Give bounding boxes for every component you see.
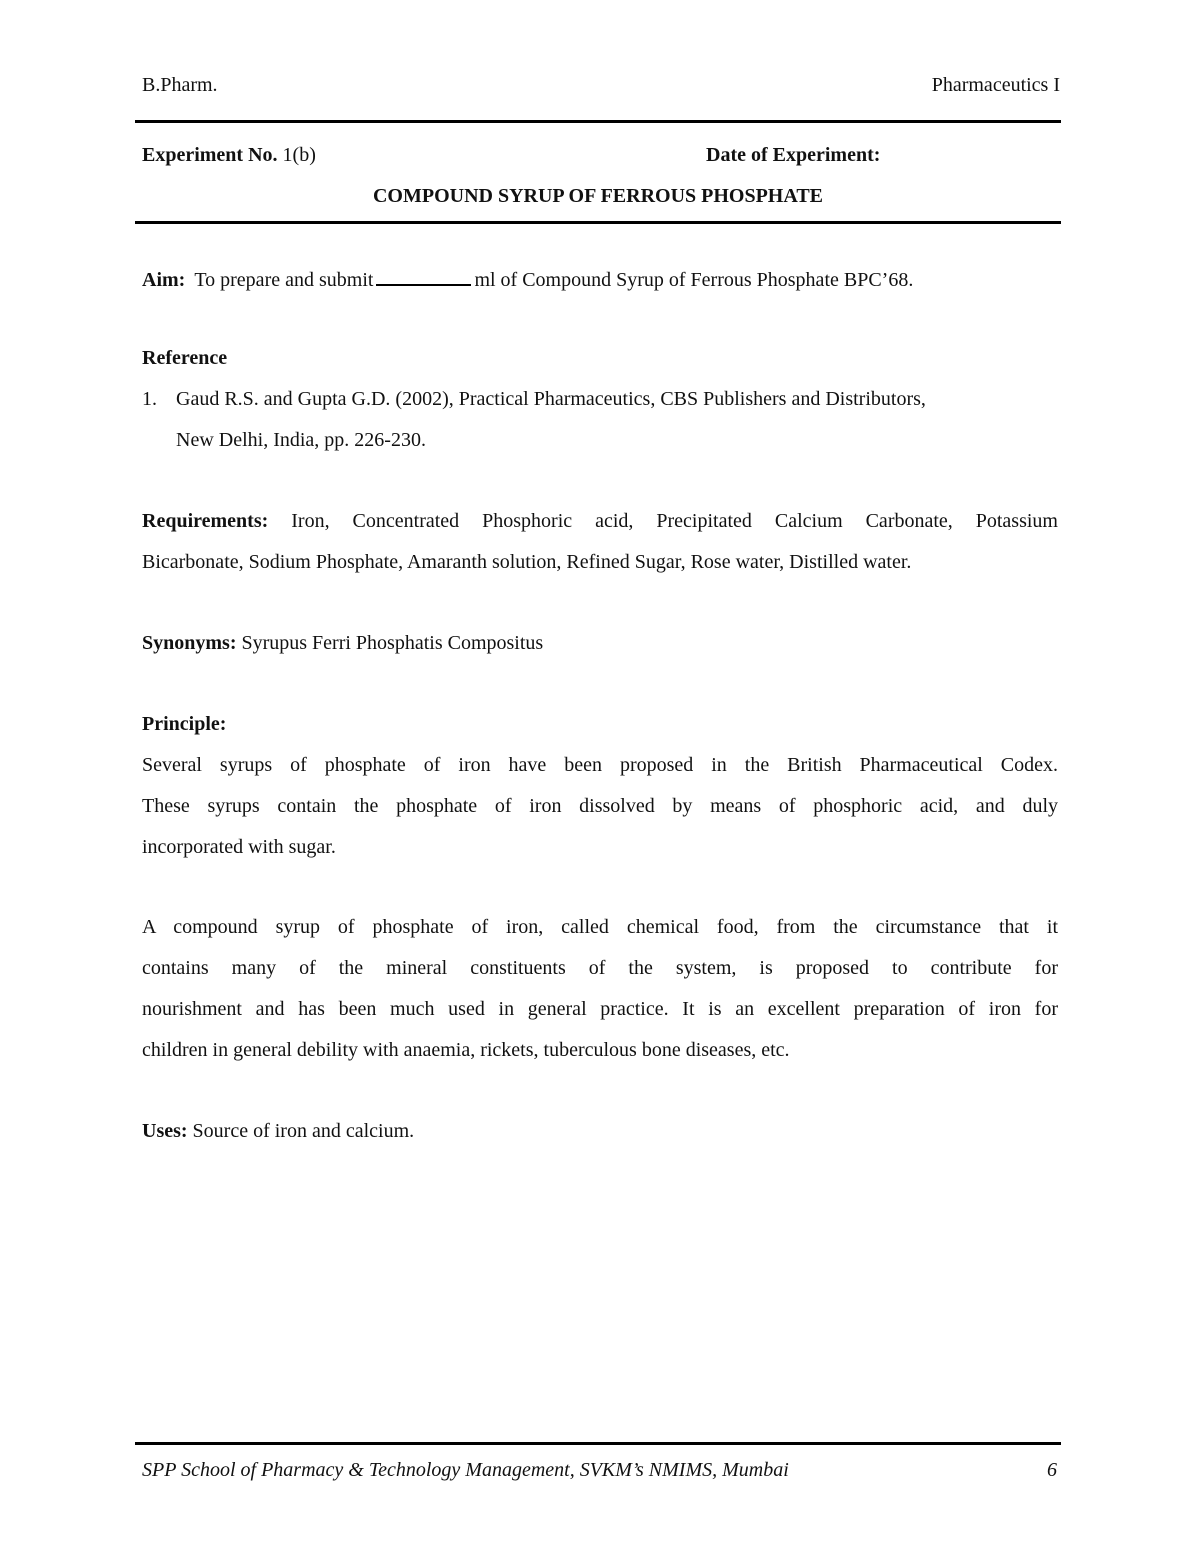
header-right: Pharmaceutics I <box>931 74 1060 96</box>
aim-line <box>142 266 913 292</box>
principle-para2-line2: contains many of the mineral constituents of the system, is proposed to contribute for <box>142 957 1058 979</box>
header-rule <box>135 120 1061 123</box>
aim-text-before: To prepare and submit <box>194 269 374 291</box>
reference-heading: Reference <box>142 347 228 369</box>
uses-label: Uses: <box>142 1120 188 1142</box>
experiment-number-value: 1(b) <box>282 144 316 166</box>
footer-institution: SPP School of Pharmacy & Technology Management, SVKM’s NMIMS, Mumbai <box>142 1459 789 1481</box>
requirements-label: Requirements: <box>142 510 269 532</box>
header-left: B.Pharm. <box>142 74 218 96</box>
synonyms-line <box>142 632 543 655</box>
experiment-number <box>142 144 316 167</box>
reference-item-line2: New Delhi, India, pp. 226-230. <box>176 429 426 451</box>
uses-line <box>142 1120 414 1143</box>
principle-para2-line4: children in general debility with anaemia, rickets, tuberculous bone diseases, etc. <box>142 1039 790 1061</box>
experiment-number-label: Experiment No. <box>142 144 278 166</box>
reference-item-line1: Gaud R.S. and Gupta G.D. (2002), Practical Pharmaceutics, CBS Publishers and Distributors, <box>176 388 926 410</box>
aim-text-after: ml of Compound Syrup of Ferrous Phosphate BPC’68. <box>474 269 914 291</box>
principle-para1-line2: These syrups contain the phosphate of iron dissolved by means of phosphoric acid, and duly <box>142 795 1058 817</box>
footer-rule <box>135 1442 1061 1445</box>
date-of-experiment-label: Date of Experiment: <box>706 144 881 166</box>
synonyms-label: Synonyms: <box>142 632 237 654</box>
aim-label: Aim: <box>142 269 186 291</box>
uses-text: Source of iron and calcium. <box>192 1120 415 1142</box>
requirements-text-1: Iron, Concentrated Phosphoric acid, Precipitated Calcium Carbonate, Potassium <box>291 510 1058 532</box>
requirements-line2: Bicarbonate, Sodium Phosphate, Amaranth solution, Refined Sugar, Rose water, Distilled water. <box>142 551 912 573</box>
principle-para2-line1: A compound syrup of phosphate of iron, called chemical food, from the circumstance that it <box>142 916 1058 938</box>
reference-item-number: 1. <box>142 388 157 410</box>
requirements-line1 <box>142 510 1058 533</box>
page-number: 6 <box>1047 1459 1057 1481</box>
title-rule <box>135 221 1061 224</box>
principle-para1-line3: incorporated with sugar. <box>142 836 336 858</box>
synonyms-text: Syrupus Ferri Phosphatis Compositus <box>241 632 544 654</box>
principle-para1-line1: Several syrups of phosphate of iron have been proposed in the British Pharmaceutical Codex. <box>142 754 1058 776</box>
principle-para2-line3: nourishment and has been much used in general practice. It is an excellent preparation of iron for <box>142 998 1058 1020</box>
experiment-title: COMPOUND SYRUP OF FERROUS PHOSPHATE <box>372 185 823 207</box>
principle-heading: Principle: <box>142 713 227 735</box>
quantity-blank <box>376 266 471 286</box>
